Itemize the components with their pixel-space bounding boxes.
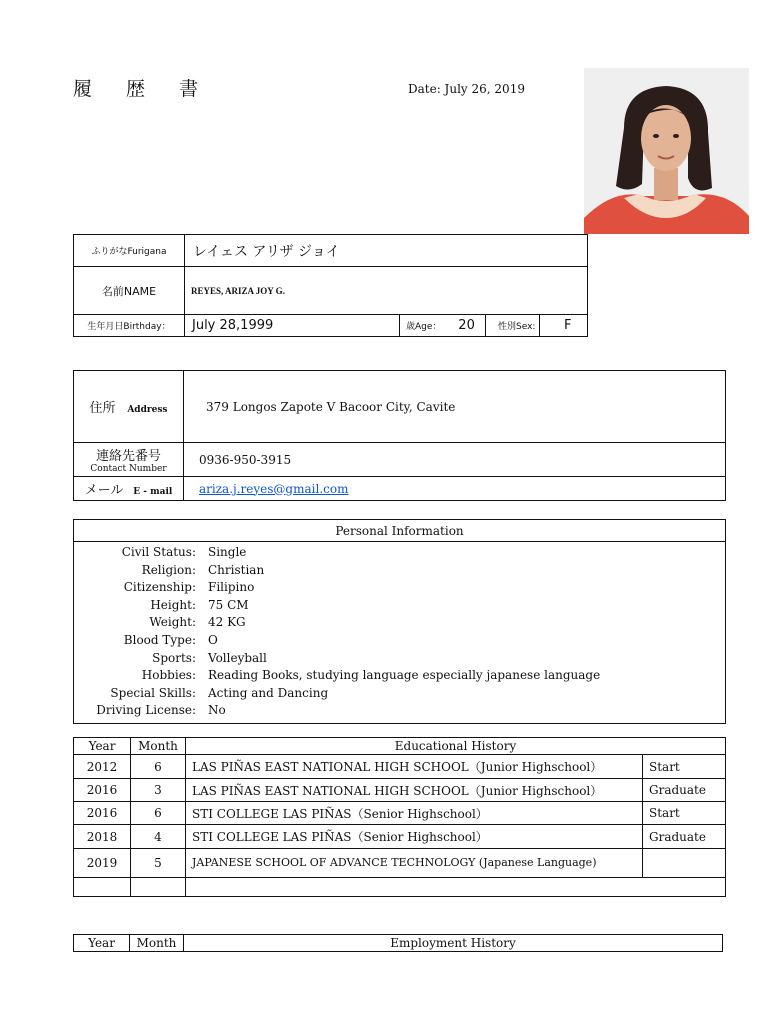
edu-school: STI COLLEGE LAS PIÑAS（Senior Highschool） — [186, 825, 643, 849]
birthday-value: July 28,1999 — [185, 315, 400, 337]
edu-school: JAPANESE SCHOOL OF ADVANCE TECHNOLOGY (Japanese Language) — [186, 849, 643, 878]
phone-value: 0936-950-3915 — [184, 443, 726, 477]
personal-value: Filipino — [208, 580, 255, 595]
personal-label: Special Skills: — [110, 685, 196, 700]
personal-label: Height: — [150, 597, 196, 612]
education-row — [74, 825, 726, 849]
personal-row — [74, 597, 725, 615]
edu-year: 2016 — [74, 779, 131, 802]
personal-value: Volleyball — [208, 650, 267, 665]
address-value: 379 Longos Zapote V Bacoor City, Cavite — [184, 371, 726, 443]
birthday-label: 生年月日Birthday： — [74, 315, 185, 337]
education-row-empty — [74, 878, 726, 897]
edu-year: 2012 — [74, 755, 131, 779]
col-educational-history: Educational History — [186, 738, 726, 755]
contact-table — [73, 370, 726, 501]
full-name: REYES, ARIZA JOY G. — [185, 267, 588, 315]
personal-label: Religion: — [141, 562, 196, 577]
identity-table — [73, 234, 588, 337]
personal-label: Sports: — [152, 650, 196, 665]
edu-month: 6 — [131, 755, 186, 779]
edu-month: 3 — [131, 779, 186, 802]
personal-row — [74, 614, 725, 632]
personal-label: Civil Status: — [121, 545, 196, 559]
personal-list — [74, 544, 725, 720]
age-label: 歳Age： — [406, 322, 442, 332]
age-value: 20 — [458, 318, 475, 333]
edu-month: 4 — [131, 825, 186, 849]
personal-value: 75 CM — [208, 597, 249, 612]
sex-label: 性別Sex: — [486, 315, 540, 337]
edu-year: 2019 — [74, 849, 131, 878]
personal-label: Hobbies: — [141, 668, 196, 683]
personal-row — [74, 632, 725, 650]
furigana-value: レイェス アリザ ジョイ — [185, 235, 588, 267]
phone-label-en: Contact Number — [90, 464, 167, 474]
personal-value: No — [208, 703, 226, 718]
personal-value: Single — [208, 545, 247, 559]
personal-row — [74, 685, 725, 703]
employment-table — [73, 934, 723, 952]
col-month: Month — [131, 738, 186, 755]
email-link[interactable]: ariza.j.reyes@gmail.com — [199, 481, 349, 496]
personal-value: 42 KG — [208, 615, 246, 630]
personal-row — [74, 650, 725, 668]
personal-row — [74, 667, 725, 685]
education-table — [73, 737, 726, 897]
email-label-jp: メール — [84, 483, 124, 498]
edu-status: Start — [643, 755, 726, 779]
edu-school: LAS PIÑAS EAST NATIONAL HIGH SCHOOL（Junior Highschool） — [186, 779, 643, 802]
personal-value: O — [208, 632, 218, 647]
address-label-jp: 住所 — [89, 401, 116, 416]
edu-school: LAS PIÑAS EAST NATIONAL HIGH SCHOOL（Junior Highschool） — [186, 755, 643, 779]
edu-status: Graduate — [643, 779, 726, 802]
education-row — [74, 802, 726, 825]
emp-col-month: Month — [130, 935, 184, 952]
edu-school: STI COLLEGE LAS PIÑAS（Senior Highschool） — [186, 802, 643, 825]
edu-year: 2016 — [74, 802, 131, 825]
education-row — [74, 849, 726, 878]
profile-photo — [584, 68, 749, 234]
furigana-label: ふりがなFurigana — [74, 235, 185, 267]
personal-row — [74, 702, 725, 720]
personal-row — [74, 562, 725, 580]
edu-month: 5 — [131, 849, 186, 878]
emp-col-year: Year — [74, 935, 130, 952]
personal-value: Christian — [208, 562, 265, 577]
edu-status — [643, 849, 726, 878]
email-label-en: E - mail — [133, 487, 173, 497]
personal-label: Blood Type: — [123, 632, 196, 647]
edu-status: Start — [643, 802, 726, 825]
personal-value: Acting and Dancing — [208, 685, 329, 700]
personal-label: Driving License: — [96, 703, 196, 718]
personal-label: Weight: — [149, 615, 196, 630]
col-employment-history: Employment History — [184, 935, 723, 952]
phone-label-jp: 連絡先番号 — [95, 449, 161, 464]
personal-label: Citizenship: — [123, 580, 196, 595]
personal-row — [74, 579, 725, 597]
personal-information-table — [73, 519, 726, 724]
personal-heading: Personal Information — [74, 520, 726, 542]
address-label-en: Address — [127, 405, 168, 415]
col-year: Year — [74, 738, 131, 755]
edu-month: 6 — [131, 802, 186, 825]
portrait-image — [584, 68, 749, 234]
personal-value: Reading Books, studying language especially japanese language — [208, 668, 601, 683]
edu-status: Graduate — [643, 825, 726, 849]
personal-row — [74, 544, 725, 562]
education-row — [74, 755, 726, 779]
page-title: 履 歴 書 — [73, 78, 213, 100]
name-label: 名前NAME — [74, 267, 185, 315]
sex-value: F — [540, 315, 588, 337]
education-row — [74, 779, 726, 802]
document-date: Date: July 26, 2019 — [408, 82, 525, 96]
edu-year: 2018 — [74, 825, 131, 849]
